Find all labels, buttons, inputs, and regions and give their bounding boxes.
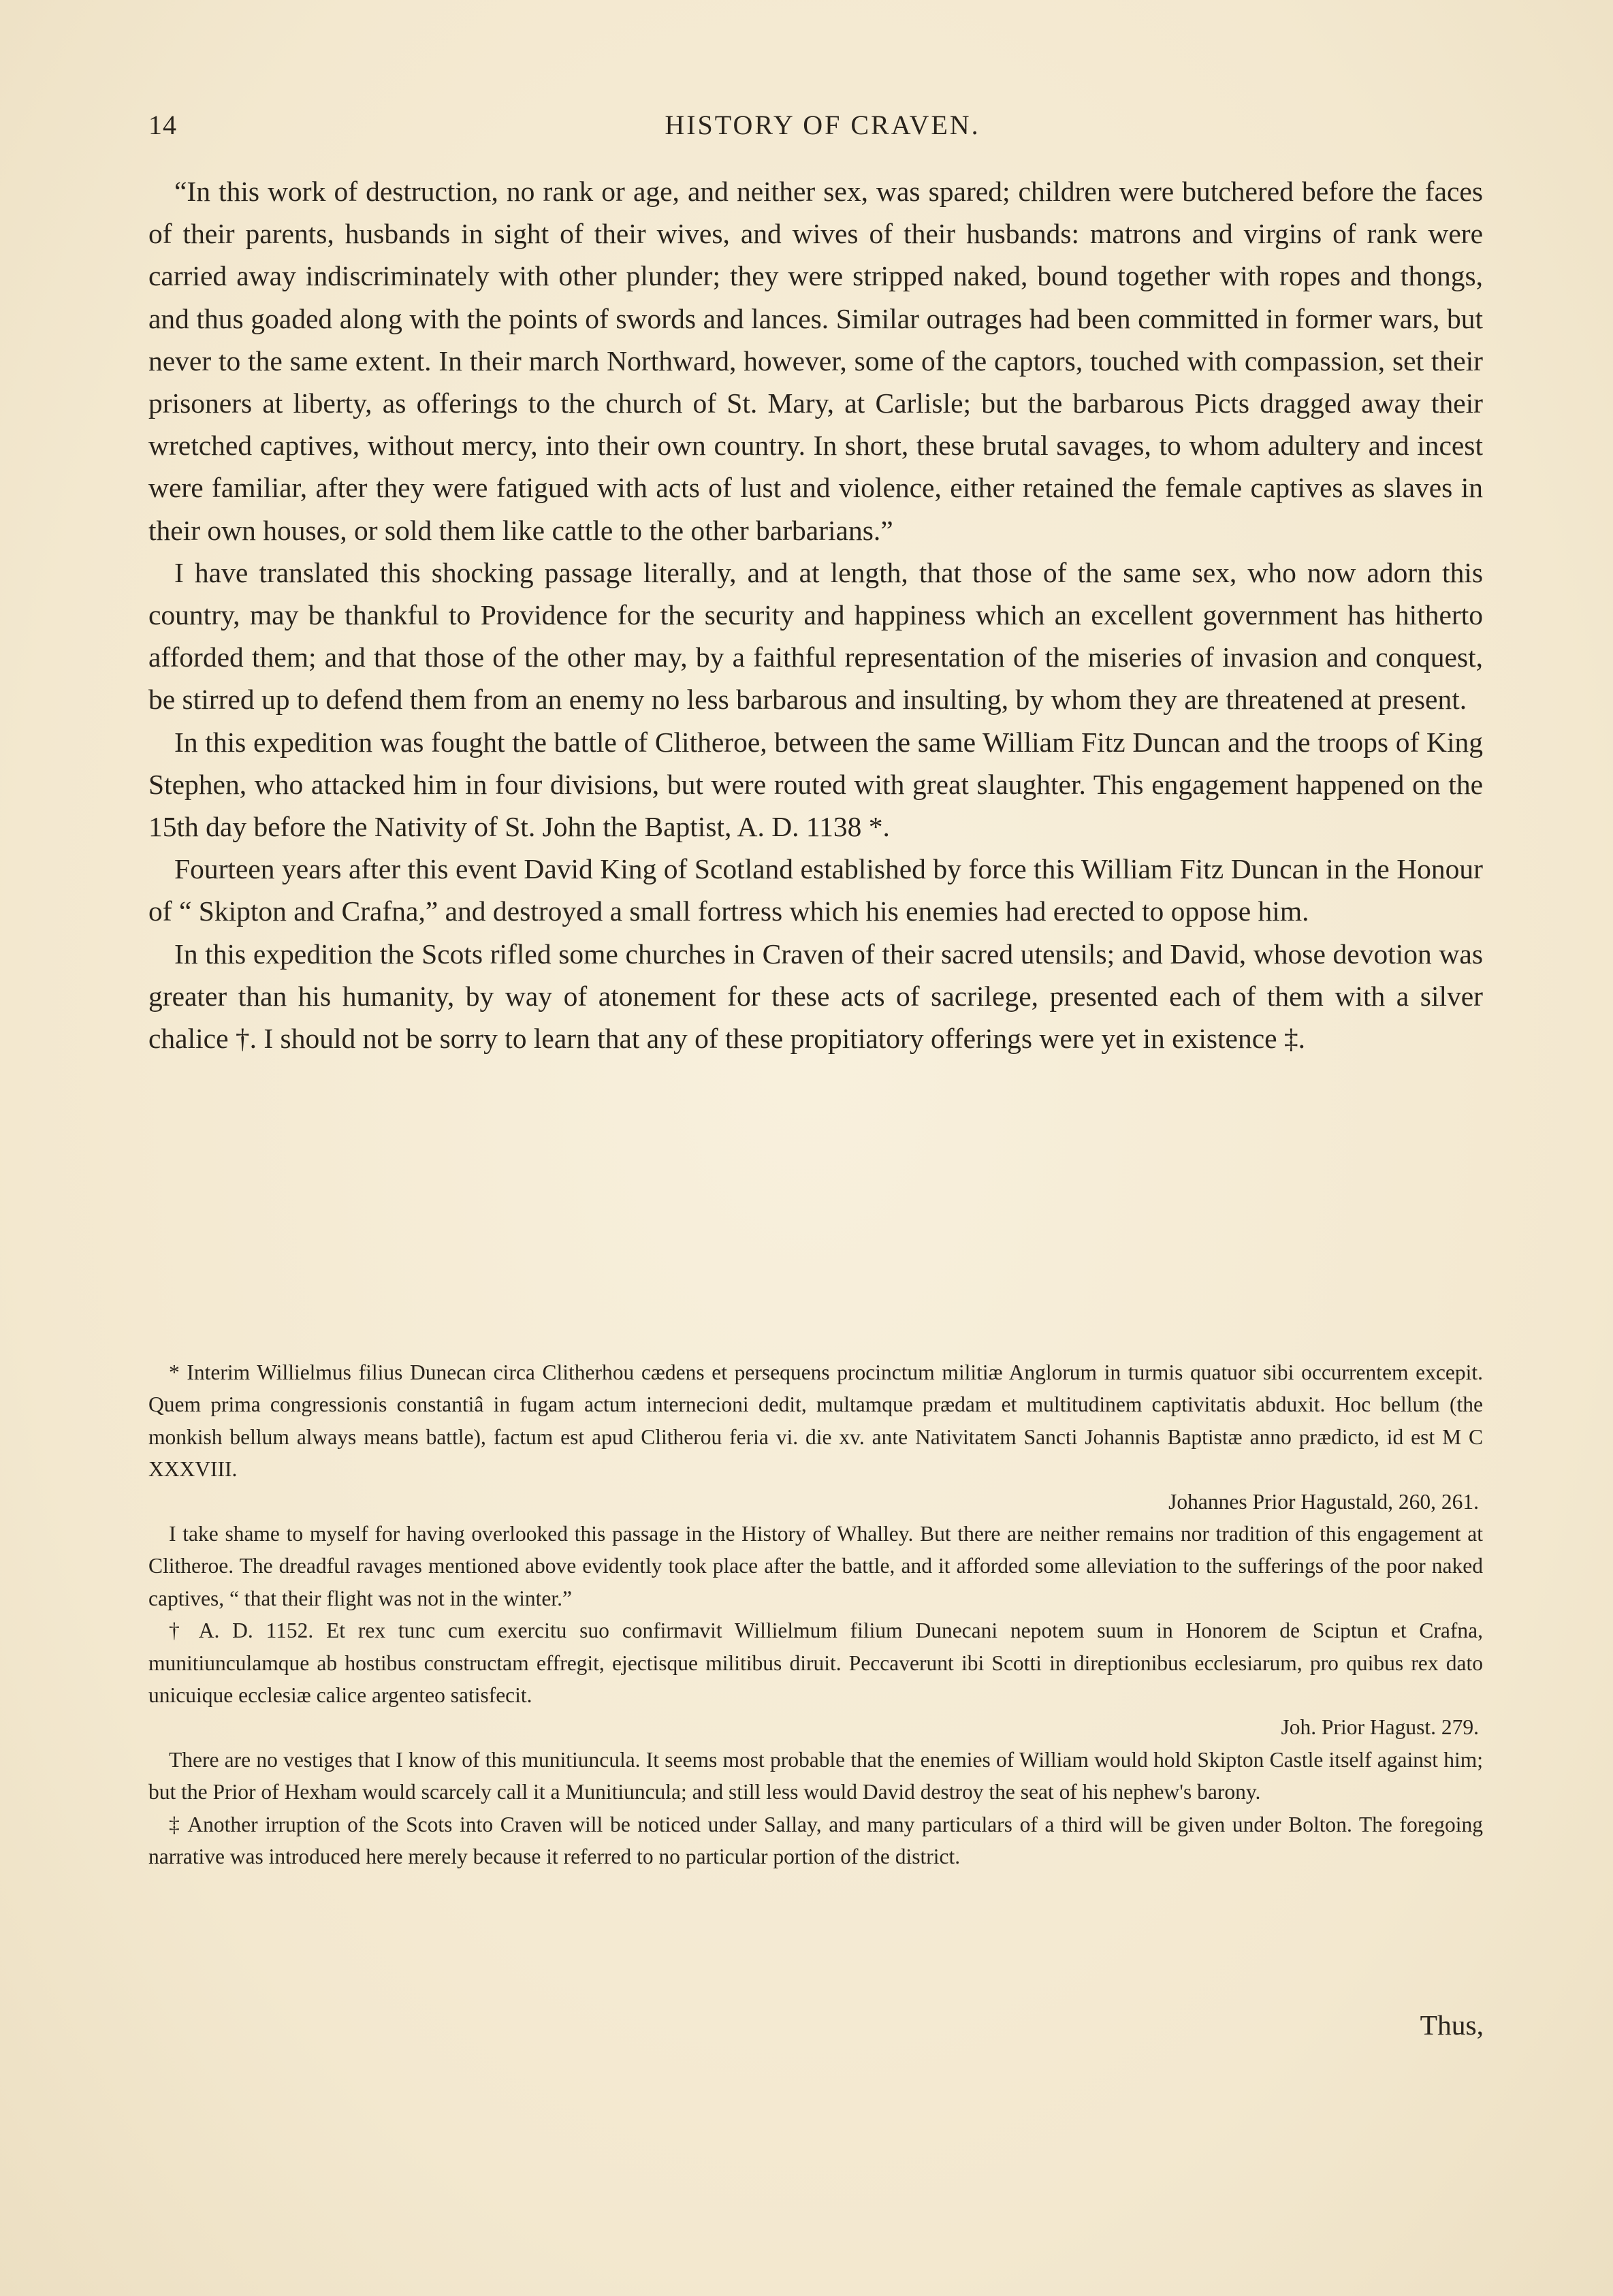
footnote-1-note: I take shame to myself for having overlooked this passage in the History of Whalley. But there are neither remains nor tradition of this engagement at Clitheroe. The dreadful ravages mentioned above evidently took place after the battle, and it afforded some alleviation to the sufferings of the poor naked captives, “ that their flight was not in the winter.”	[148, 1522, 1483, 1610]
footnote-2: † A. D. 1152. Et rex tunc cum exercitu suo confirmavit Willielmum filium Dunecani nepotem suum in Honorem de Sciptun et Crafna, munitiunculamque ab hostibus constructam effregit, ejectisque militibus diruit. Peccaverunt ibi Scotti in direptionibus ecclesiarum, pro quibus rex dato unicuique ecclesiæ calice argenteo satisfecit.	[148, 1619, 1483, 1708]
footnote-2-note: There are no vestiges that I know of this munitiuncula. It seems most probable that the enemies of William would hold Skipton Castle itself against him; but the Prior of Hexham would scarcely call it a Munitiuncula; and still less would David destroy the seat of his nephew's barony.	[148, 1747, 1483, 1804]
running-title: HISTORY OF CRAVEN.	[665, 110, 980, 140]
footnote-2-source: Joh. Prior Hagust. 279.	[1281, 1715, 1479, 1740]
page-number: 14	[148, 110, 177, 140]
footnote-1: * Interim Willielmus filius Dunecan circa Clitherhou cædens et persequens procinctum militiæ Anglorum in turmis quatuor sibi occurrentem excepit. Quem prima congressionis constantiâ in fugam actum internecioni dedit, multamque prædam et multitudinem captivitatis abduxit. Hoc bellum (the monkish bellum always means battle), factum est apud Clitherou feria vi. die xv. ante Nativitatem Sancti Johannis Baptistæ anno prædicto, id est M C XXXVIII.	[148, 1360, 1483, 1482]
paragraph-rifled-churches: In this expedition the Scots rifled some churches in Craven of their sacred utensils; and David, whose devotion was greater than his humanity, by way of atonement for these acts of sacrilege, presented each of them with a silver chalice †. I should not be sorry to learn that any of these propitiatory offerings were yet in existence ‡.	[148, 938, 1483, 1055]
footnote-3: ‡ Another irruption of the Scots into Craven will be noticed under Sallay, and many particulars of a third will be given under Bolton. The foregoing narrative was introduced here merely because it referred to no particular portion of the district.	[148, 1812, 1483, 1869]
paragraph-honour-of-skipton: Fourteen years after this event David King of Scotland established by force this William Fitz Duncan in the Honour of “ Skipton and Crafna,” and destroyed a small fortress which his enemies had erected to oppose him.	[148, 853, 1483, 927]
page-header	[148, 109, 1497, 150]
paragraph-translation-note: I have translated this shocking passage literally, and at length, that those of the same sex, who now adorn this country, may be thankful to Providence for the security and happiness which an excellent government has hitherto afforded them; and that those of the other may, by a faithful representation of the miseries of invasion and conquest, be stirred up to defend them from an enemy no less barbarous and insulting, by whom they are threatened at present.	[148, 556, 1483, 716]
catchword: Thus,	[1420, 2009, 1484, 2041]
footnote-1-source: Johannes Prior Hagustald, 260, 261.	[1168, 1489, 1479, 1514]
main-text	[148, 170, 1483, 1059]
footnotes	[148, 1356, 1483, 1873]
paragraph-battle-of-clitheroe: In this expedition was fought the battle of Clitheroe, between the same William Fitz Duncan and the troops of King Stephen, who attacked him in four divisions, but were routed with great slaughter. This engagement happened on the 15th day before the Nativity of St. John the Baptist, A. D. 1138 *.	[148, 726, 1483, 843]
paragraph-quotation: “In this work of destruction, no rank or age, and neither sex, was spared; children were butchered before the faces of their parents, husbands in sight of their wives, and wives of their husbands: matrons and virgins of rank were carried away indiscriminately with other plunder; they were stripped naked, bound together with ropes and thongs, and thus goaded along with the points of swords and lances. Similar outrages had been committed in former wars, but never to the same extent. In their march Northward, however, some of the captors, touched with compassion, set their prisoners at liberty, as offerings to the church of St. Mary, at Carlisle; but the barbarous Picts dragged away their wretched captives, without mercy, into their own country. In short, these brutal savages, to whom adultery and incest were familiar, after they were fatigued with acts of lust and violence, either retained the female captives as slaves in their own houses, or sold them like cattle to the other barbarians.”	[148, 176, 1483, 546]
